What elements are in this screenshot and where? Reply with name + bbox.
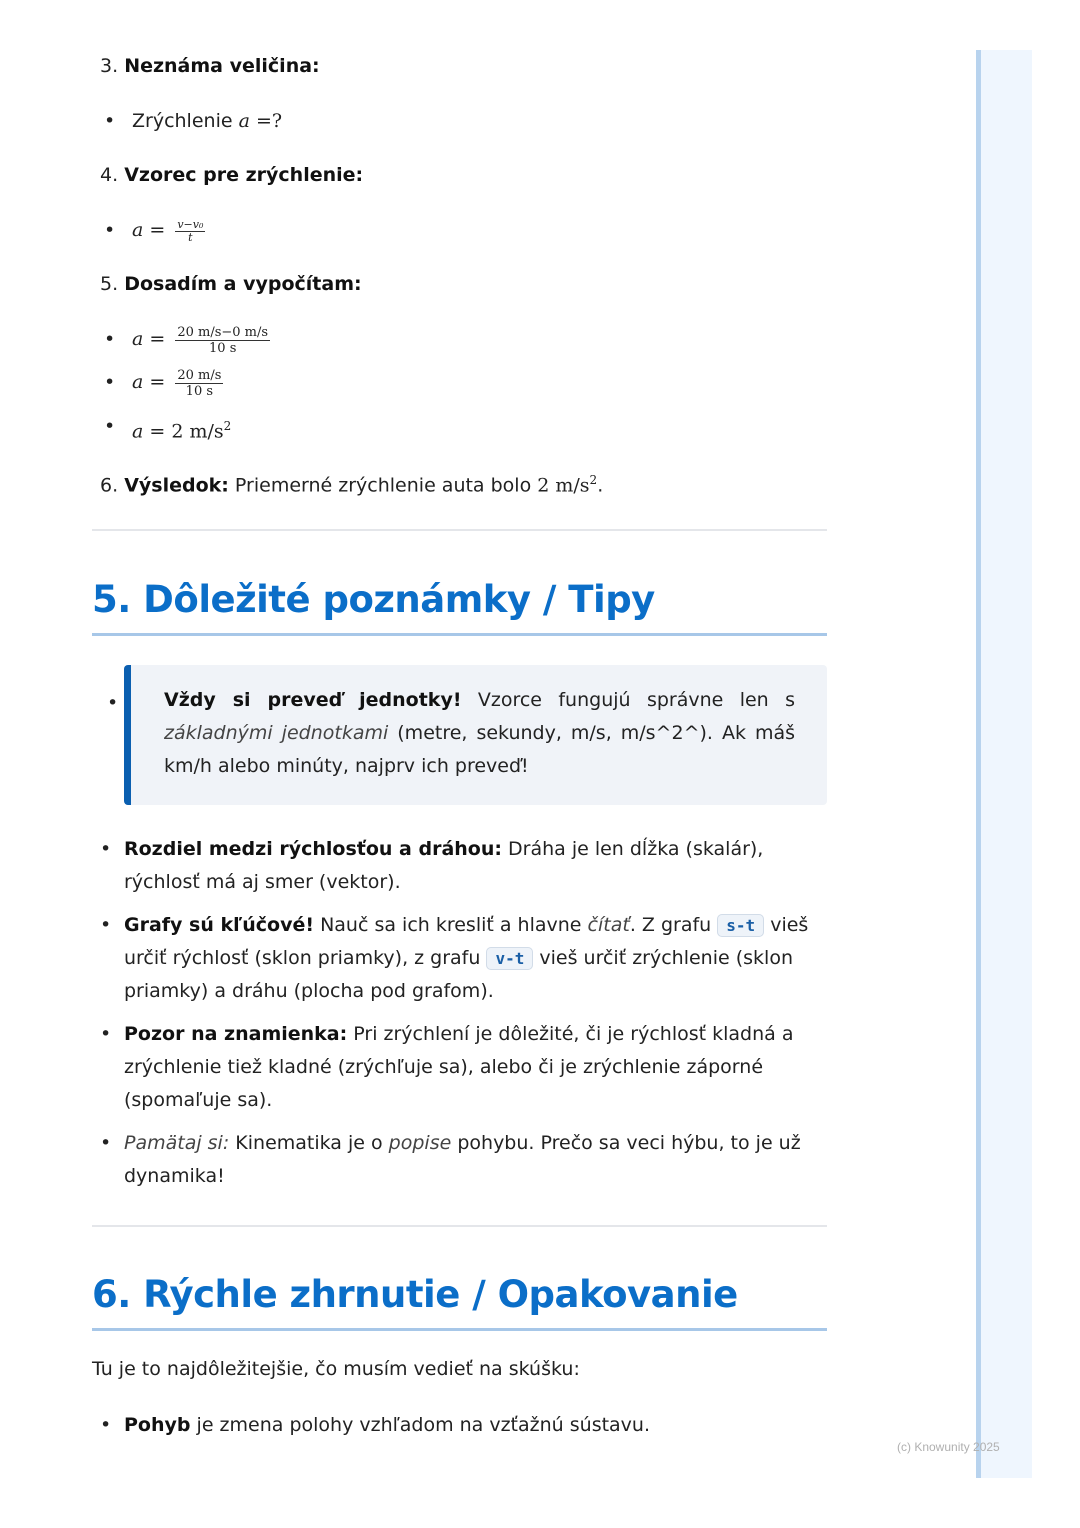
list-item: • Pohyb je zmena polohy vzhľadom na vzťažnú sústavu. [124, 1409, 824, 1442]
section-6-intro: Tu je to najdôležitejšie, čo musím vedieť na skúšku: [92, 1358, 580, 1380]
list-item: • Rozdiel medzi rýchlosťou a dráhou: Dráha je len dĺžka (skalár), rýchlosť má aj smer (vektor). [124, 833, 824, 899]
result-item: • a = 2 $m/s^2$ [132, 410, 231, 448]
step-3: 3. Neznáma veličina: [100, 55, 320, 77]
side-panel [976, 50, 1032, 1478]
code-v-t: v-t [486, 947, 533, 970]
substitution-2: • a = $\frac{20 m/s}{10 s}$ [132, 366, 223, 399]
list-item: • Pozor na znamienka: Pri zrýchlení je dôležité, či je rýchlosť kladná a zrýchlenie tiež kladné (zrýchľuje sa), alebo či je zrýchlenie záporné (spomaľuje sa). [124, 1018, 824, 1117]
divider [92, 1225, 827, 1227]
formula-item: • a = $\frac{\text{v−v₀}}{t}$ [132, 214, 205, 247]
step-4: 4. Vzorec pre zrýchlenie: [100, 164, 364, 186]
callout-tip: • Vždy si preveď jednotky! Vzorce fungujú správne len s základnými jednotkami (metre, sekundy, m/s, m/s^2^). Ak máš km/h alebo minúty, najprv ich preveď! [124, 665, 827, 805]
list-item: • Grafy sú kľúčové! Nauč sa ich kresliť a hlavne čítať. Z grafu s-t vieš určiť rýchlosť (sklon priamky), z grafu v-t vieš určiť zrýchlenie (sklon priamky) a dráhu (plocha pod grafom). [124, 909, 824, 1008]
code-s-t: s-t [717, 914, 764, 937]
list-item: • Pamätaj si: Kinematika je o popise pohybu. Prečo sa veci hýbu, to je už dynamika! [124, 1127, 824, 1193]
step-5: 5. Dosadím a vypočítam: [100, 273, 362, 295]
step-6: 6. Výsledok: Priemerné zrýchlenie auta bolo 2 $m/s^2$. [100, 473, 604, 497]
section-5-heading: 5. Dôležité poznámky / Tipy [92, 575, 827, 636]
substitution-1: • a = $\frac{20 m/s-0 m/s}{10 s}$ [132, 323, 270, 356]
copyright-footer: (c) Knowunity 2025 [897, 1440, 1000, 1454]
unknown-item: • Zrýchlenie a =? [132, 105, 282, 138]
section-6-heading: 6. Rýchle zhrnutie / Opakovanie [92, 1270, 827, 1331]
divider [92, 529, 827, 531]
